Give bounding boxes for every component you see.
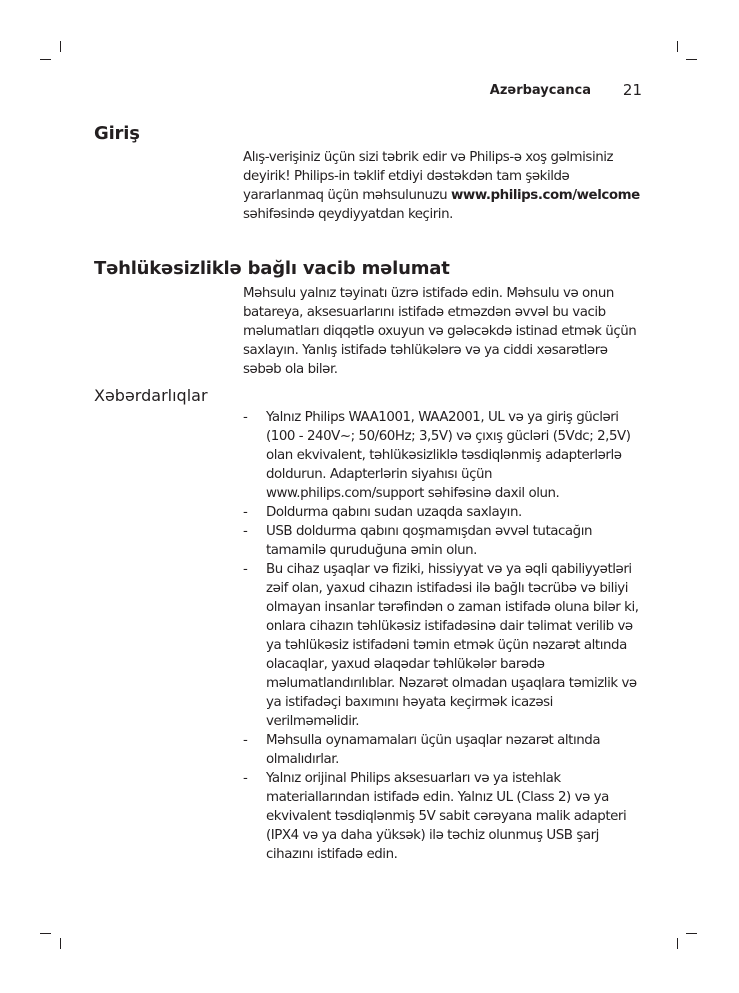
intro-text-after-link: səhifəsində qeydiyyatdan keçirin. (243, 207, 453, 222)
warning-item (243, 408, 647, 503)
crop-mark-bottom-left-h (40, 933, 51, 934)
crop-mark-bottom-left-v (60, 938, 61, 949)
bullet-dash: - (243, 524, 248, 539)
warning-item (243, 522, 647, 560)
crop-mark-top-right-h (686, 59, 697, 60)
warning-text: Yalnız Philips WAA1001, WAA2001, UL və ya giriş gücləri (100 - 240V~; 50/60Hz; 3,5V) və çıxış gücləri (5Vdc; 2,5V) olan ekvivalent, təhlükəsizliklə təsdiqlənmiş adapterlərlə doldurun. Adapterlərin siyahısı üçün www.philips.com/support səhifəsinə daxil olun. (266, 410, 631, 501)
bullet-dash: - (243, 733, 248, 748)
bullet-dash: - (243, 505, 248, 520)
bullet-dash: - (243, 771, 248, 786)
warning-text: USB doldurma qabını qoşmamışdan əvvəl tutacağın tamamilə quruduğuna əmin olun. (266, 524, 593, 558)
intro-heading: Giriş (94, 123, 140, 144)
page-number: 21 (622, 81, 642, 99)
warning-item (243, 769, 647, 864)
warning-text: Bu cihaz uşaqlar və fiziki, hissiyyat və ya əqli qabiliyyətləri zəif olan, yaxud cihazın istifadəsi ilə bağlı təcrübə və biliyi olmayan insanlar tərəfindən o zaman istifadə oluna bilər ki, onlara cihazın təhlükəsiz istifadəsinə dair təlimat verilib və ya təhlükəsiz istifadəni təmin etmək üçün nəzarət altında olacaqlar, yaxud əlaqədar təhlükələr barədə məlumatlandırılıblar. Nəzarət olmadan uşaqlara təmizlik və ya istifadəçi baxımını həyata keçirmək icazəsi verilməməlidir. (266, 562, 639, 729)
bullet-dash: - (243, 410, 248, 425)
bullet-dash: - (243, 562, 248, 577)
header-language: Azərbaycanca (489, 83, 591, 98)
safety-paragraph: Məhsulu yalnız təyinatı üzrə istifadə edin. Məhsulu və onun batareya, aksesuarlarını istifadə etməzdən əvvəl bu vacib məlumatları diqqətlə oxuyun və gələcəkdə istinad etmək üçün saxlayın. Yanlış istifadə təhlükələrə və ya ciddi xəsarətlərə səbəb ola bilər. (243, 286, 637, 377)
intro-welcome-link[interactable]: www.philips.com/welcome (450, 188, 640, 203)
warning-item (243, 731, 647, 769)
crop-mark-bottom-right-v (677, 938, 678, 949)
warnings-list (243, 408, 647, 864)
crop-mark-bottom-right-h (686, 933, 697, 934)
warning-text: Yalnız orijinal Philips aksesuarları və ya istehlak materiallarından istifadə edin. Yalnız UL (Class 2) və ya ekvivalent təsdiqlənmiş 5V sabit cərəyana malik adapteri (IPX4 və ya daha yüksək) ilə təchiz olunmuş USB şarj cihazını istifadə edin. (266, 771, 627, 862)
warning-item (243, 560, 647, 731)
crop-mark-top-right-v (677, 41, 678, 52)
intro-text-before-link: Alış-verişiniz üçün sizi təbrik edir və Philips-ə xoş gəlmisiniz deyirik! Philips-in təklif etdiyi dəstəkdən tam şəkildə yararlanmaq üçün məhsulunuzu (243, 150, 614, 203)
warning-text: Məhsulla oynamamaları üçün uşaqlar nəzarət altında olmalıdırlar. (266, 733, 601, 767)
crop-mark-top-left-h (40, 59, 51, 60)
warning-text: Doldurma qabını sudan uzaqda saxlayın. (266, 505, 522, 520)
crop-mark-top-left-v (60, 41, 61, 52)
intro-paragraph (243, 148, 647, 224)
warnings-heading: Xəbərdarlıqlar (94, 386, 208, 405)
safety-heading: Təhlükəsizliklə bağlı vacib məlumat (94, 258, 450, 279)
warning-item (243, 503, 647, 522)
